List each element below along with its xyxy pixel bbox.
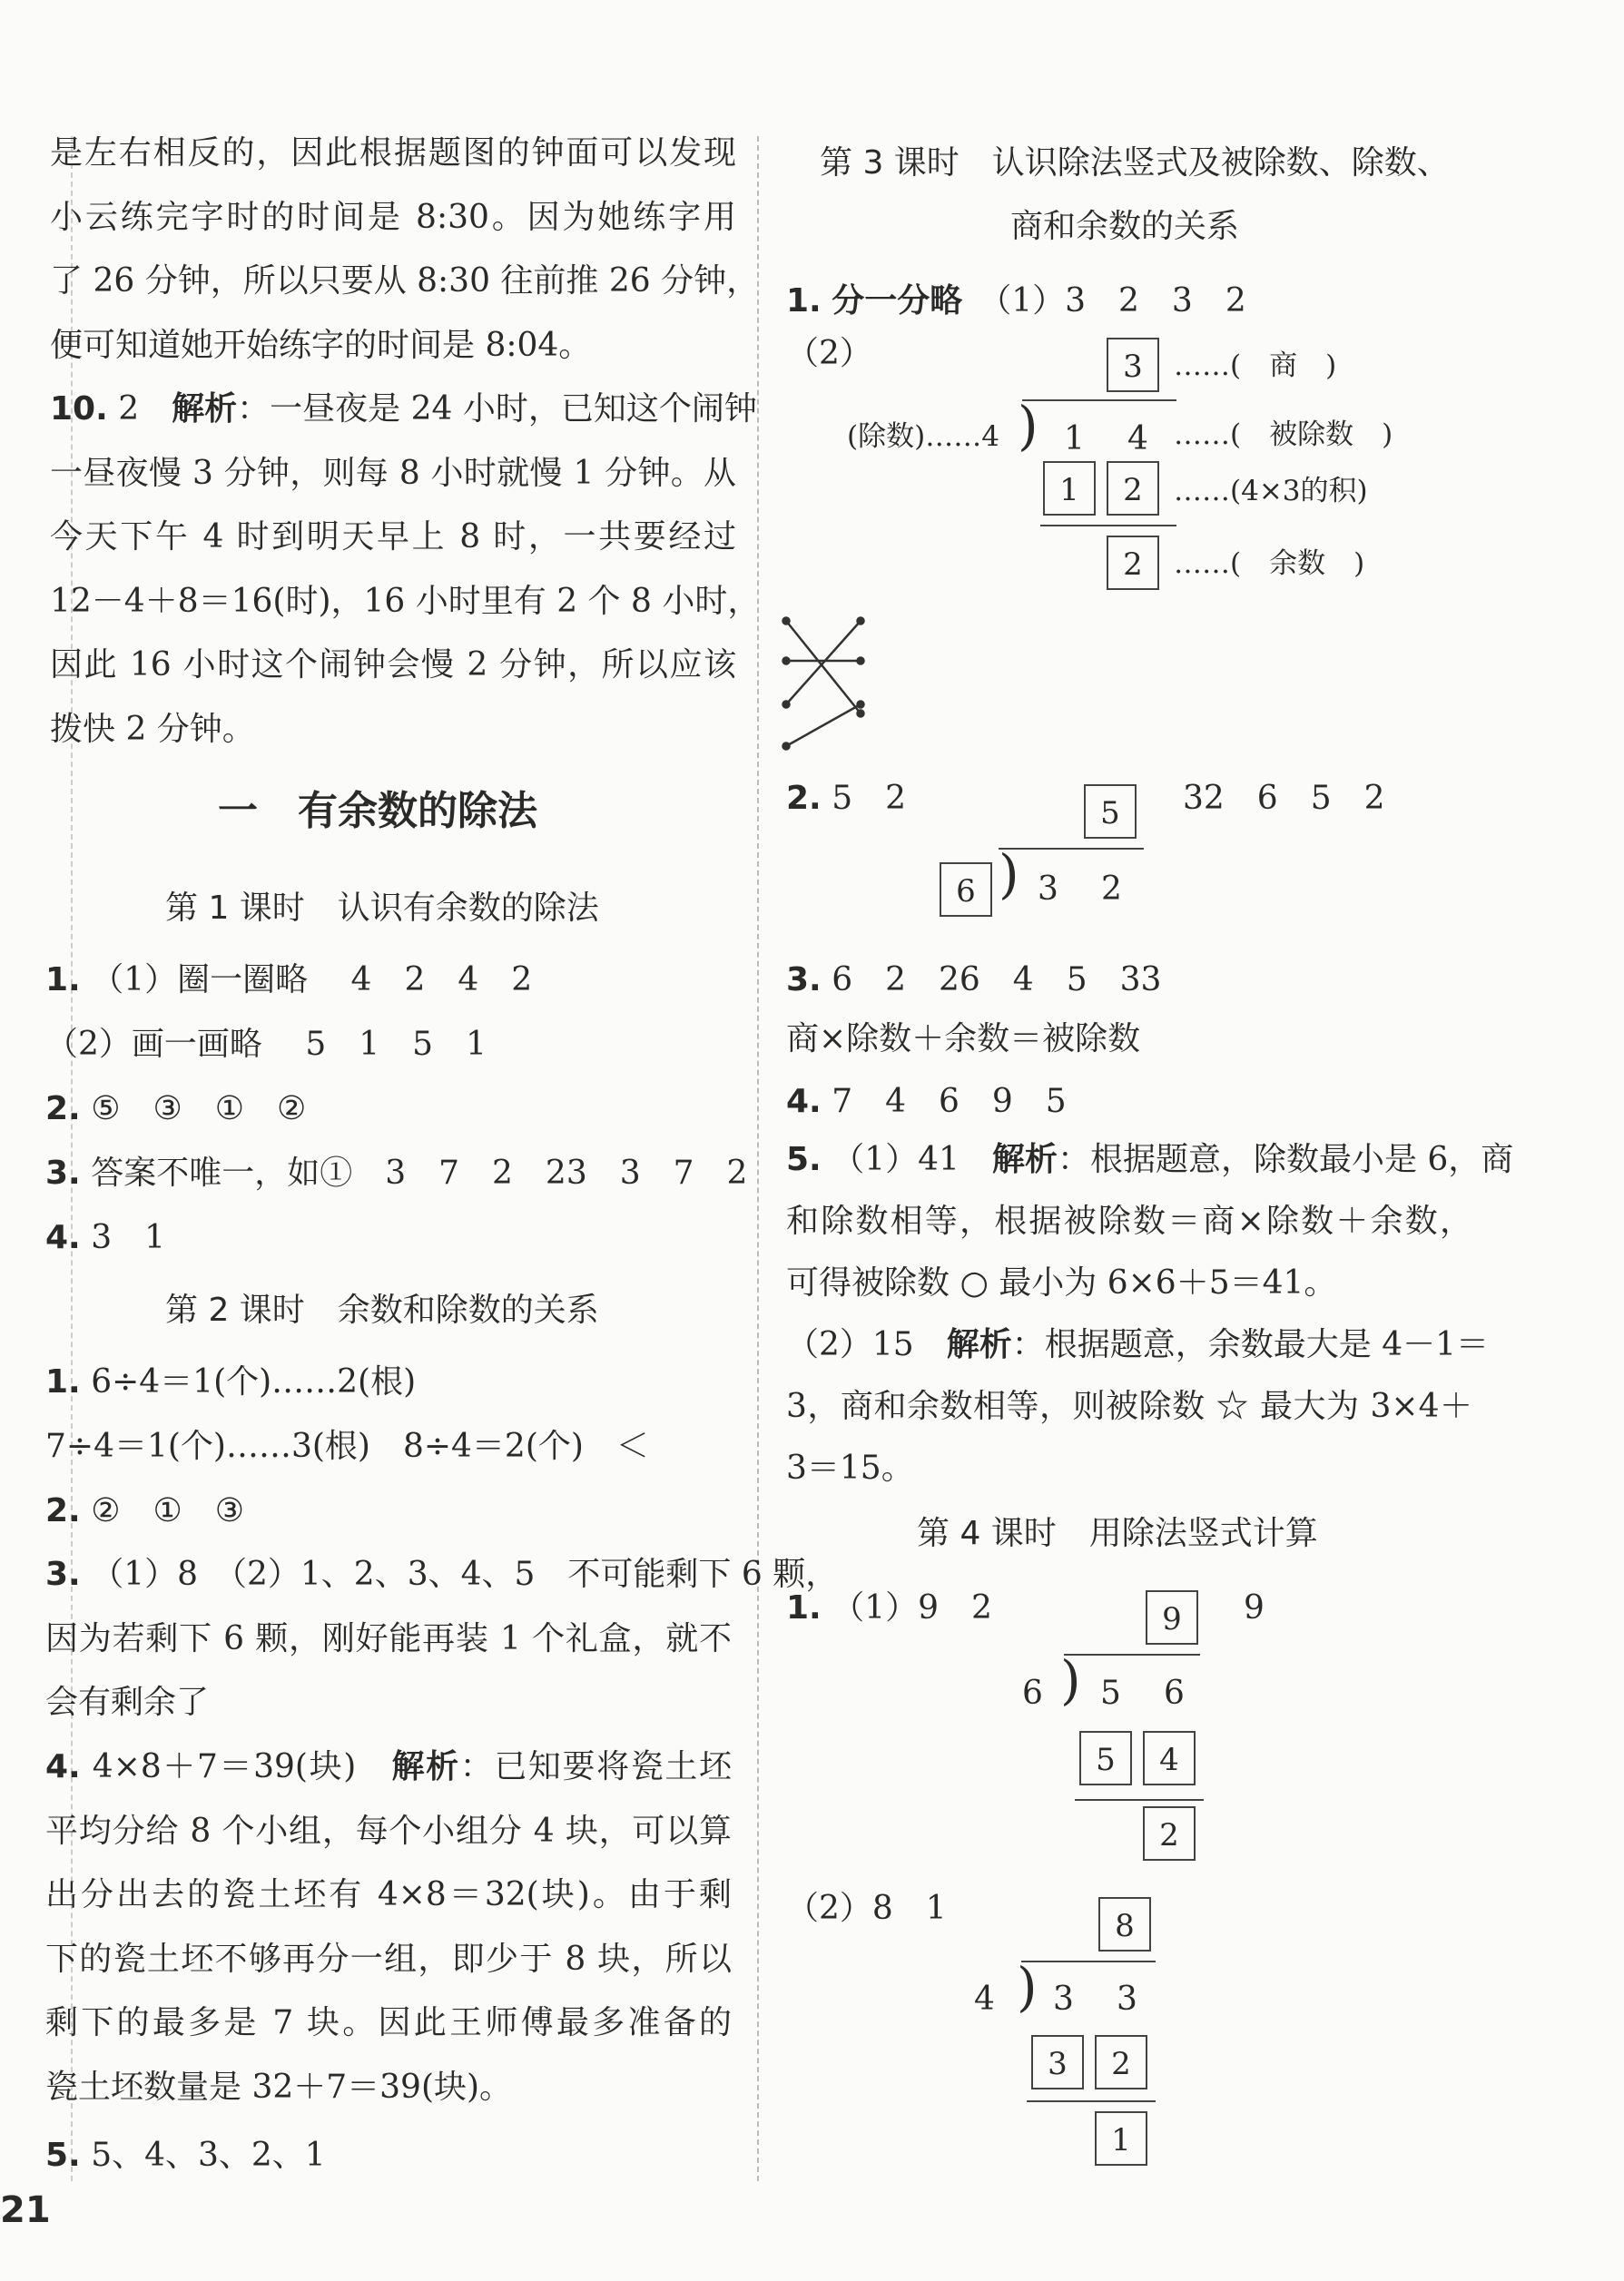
l4b-quotient-box: 8	[1098, 1897, 1151, 1952]
l4b-division-bar	[1021, 1961, 1156, 1962]
q2-dividend-digit-2: 2	[1101, 870, 1122, 908]
l3-q1: 1. 分一分略 （1）3 2 3 2	[786, 282, 1246, 320]
q2-divisor-box: 6	[940, 862, 992, 917]
l4a-remainder-box: 2	[1143, 1806, 1196, 1861]
l4a-quotient-box: 9	[1146, 1590, 1198, 1645]
l4a-side-value: 9	[1244, 1589, 1265, 1627]
q2-extra-values: 32 6 5 2	[1183, 780, 1385, 817]
l4b-divisor: 4	[974, 1981, 995, 2018]
dividend-label: ……( 被除数 )	[1174, 418, 1393, 451]
column-divider	[757, 136, 759, 2181]
l1-q4: 4. 3 1	[45, 1219, 165, 1256]
l2-q1-line2: 7÷4＝1(个)……3(根) 8÷4＝2(个) ＜	[45, 1428, 649, 1465]
l2-q1-line1: 1. 6÷4＝1(个)……2(根)	[45, 1363, 417, 1401]
l1-q2: 2. ⑤ ③ ① ②	[45, 1090, 307, 1127]
product-box-1: 1	[1043, 461, 1096, 516]
l4-q1b: （2）8 1	[786, 1890, 947, 1927]
q2-division-bar	[999, 848, 1144, 850]
l4b-product-box-2: 2	[1095, 2035, 1147, 2089]
q10-answer: 10. 2 解析：一昼夜是 24 小时，已知这个闹钟 一昼夜慢 3 分钟，则每 8 小时就慢 1 分钟。从 今天下午 4 时到明天早上 8 时，一共要经过 12－4＋8＝16(时)，16 小时里有 2 个 8 小时， 因此 16 小时这个闹钟会慢 2 分钟，所以应该 拨快 2 分钟。	[50, 390, 761, 748]
intro-paragraph: 是左右相反的，因此根据题图的钟面可以发现 小云练完字时的时间是 8:30。因为她练字用 了 26 分钟，所以只要从 8:30 往前推 26 分钟， 便可知道她开始练字的时间是 8:04。	[50, 134, 760, 364]
match-line-4	[786, 704, 861, 746]
l1-q3: 3. 答案不唯一，如① 3 7 2 23 3 7 2	[45, 1155, 748, 1192]
q2-dividend-digit-1: 3	[1038, 870, 1058, 908]
l4b-bracket: )	[1017, 1956, 1038, 2018]
division-bracket: )	[1018, 395, 1038, 457]
l4b-remainder-box: 1	[1095, 2111, 1147, 2166]
dividend-digit-2: 4	[1127, 420, 1148, 457]
quotient-label: ……( 商 )	[1174, 349, 1337, 382]
l3-q2: 2. 5 2	[786, 780, 906, 817]
lesson2-title: 第 2 课时 余数和除数的关系	[165, 1292, 599, 1329]
page-number: 21	[0, 2189, 51, 2231]
matching-lines-figure	[779, 610, 870, 755]
l2-q3: 3. （1）8 （2）1、2、3、4、5 不可能剩下 6 颗， 因为若剩下 6 颗，刚好能再装 1 个礼盒，就不 会有剩余了	[45, 1556, 839, 1721]
lesson3-title-line1: 第 3 课时 认识除法竖式及被除数、除数、	[820, 144, 1450, 182]
l4-q1a: 1. （1）9 2	[786, 1589, 992, 1627]
l3-q1-sub2: （2）	[786, 335, 872, 372]
l4a-dividend-digit-2: 6	[1164, 1675, 1185, 1712]
remainder-label: ……( 余数 )	[1174, 547, 1365, 580]
l2-q2: 2. ② ① ③	[45, 1492, 245, 1529]
l3-q3: 3. 6 2 26 4 5 33	[786, 961, 1162, 998]
l4b-dividend-digit-1: 3	[1053, 1981, 1074, 2018]
division-bar	[1022, 399, 1176, 401]
l2-q5: 5. 5、4、3、2、1	[45, 2137, 326, 2174]
l3-q4: 4. 7 4 6 9 5	[786, 1083, 1067, 1120]
l4a-product-box-2: 4	[1143, 1731, 1196, 1785]
unit-title: 一 有余数的除法	[218, 788, 537, 834]
subtract-line	[1040, 525, 1176, 526]
l1-q1b: （2）画一画略 5 1 5 1	[45, 1026, 487, 1063]
q2-quotient-box: 5	[1084, 784, 1137, 839]
l4a-division-bar	[1064, 1654, 1200, 1656]
remainder-box: 2	[1107, 536, 1159, 590]
l3-q5: 5. （1）41 解析：根据题意，除数最小是 6，商 和除数相等，根据被除数＝商×除数＋余数， 可得被除数 ○ 最小为 6×6＋5＝41。 （2）15 解析：根据题意，余数最大是 4－1＝ 3，商和余数相等，则被除数 ☆ 最大为 3×4＋ 3＝15。	[786, 1141, 1514, 1487]
l4b-dividend-digit-2: 3	[1117, 1981, 1137, 2018]
l4a-product-box-1: 5	[1079, 1731, 1132, 1785]
l2-q4: 4. 4×8＋7＝39(块) 解析：已知要将瓷土坯 平均分给 8 个小组，每个小组分 4 块，可以算 出分出去的瓷土坯有 4×8＝32(块)。由于剩 下的瓷土坯不够再分一组，即少于 8 块，所以 剩下的最多是 7 块。因此王师傅最多准备的 瓷土坯数量是 32＋7＝39(块)。	[45, 1748, 732, 2106]
l4a-dividend-digit-1: 5	[1100, 1675, 1121, 1712]
lesson3-title-line2: 商和余数的关系	[1010, 208, 1240, 245]
lesson1-title: 第 1 课时 认识有余数的除法	[165, 890, 599, 927]
divisor-label: (除数)……4	[847, 420, 999, 453]
l4a-divisor: 6	[1022, 1675, 1043, 1712]
quotient-box: 3	[1107, 338, 1159, 392]
l4a-bracket: )	[1060, 1649, 1081, 1711]
l4b-product-box-1: 3	[1031, 2035, 1084, 2089]
l4a-subtract-line	[1075, 1799, 1204, 1801]
product-box-2: 2	[1107, 461, 1159, 516]
dividend-digit-1: 1	[1064, 420, 1085, 457]
l1-q1a: 1. （1）圈一圈略 4 2 4 2	[45, 961, 533, 998]
l3-q3-line2: 商×除数＋余数＝被除数	[786, 1020, 1141, 1057]
l4b-subtract-line	[1027, 2100, 1156, 2102]
lesson4-title: 第 4 课时 用除法竖式计算	[917, 1515, 1318, 1552]
product-label: ……(4×3的积)	[1174, 475, 1368, 507]
q2-bracket: )	[999, 843, 1019, 905]
